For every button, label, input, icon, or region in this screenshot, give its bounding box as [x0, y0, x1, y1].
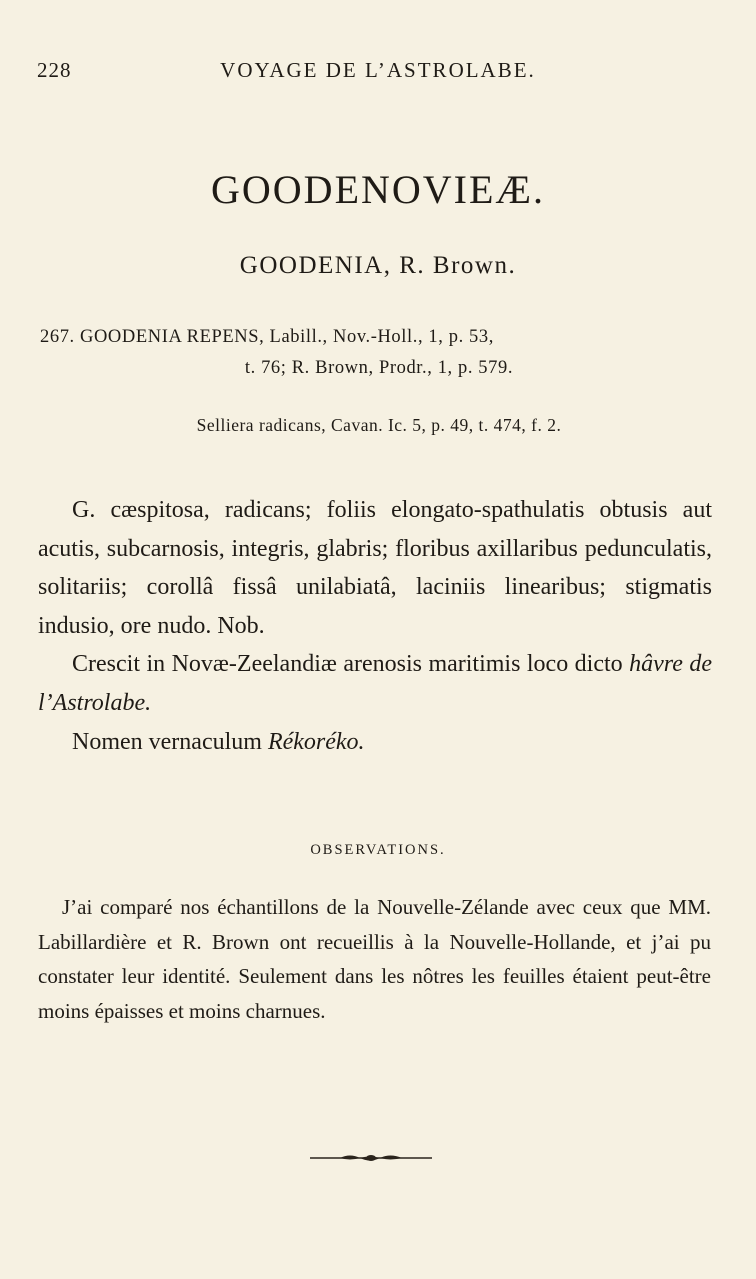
habitat-place: hâvre de l’Astrolabe.: [38, 651, 713, 716]
running-head: [37, 58, 719, 88]
observations-section: [38, 890, 711, 1028]
observations-paragraph: J’ai comparé nos échantillons de la Nouvelle-Zélande avec ceux que MM. Labillardière et R. Brown ont recueillis à la Nouvelle-Hollande, et j’ai pu constater leur identité. Seulement dans les nôtres les feuilles étaient peut-être moins épaisses et moins charnues.: [38, 895, 711, 1023]
vernacular-paragraph: [38, 723, 712, 762]
diagnosis-paragraph: G. cæspitosa, radicans; foliis elongato-spathulatis obtusis aut acutis, subcarnosis, integris, glabris; floribus axillaribus pedunculatis, solitariis; corollâ fissâ unilabiatâ, laciniis linearibus; stigmatis indusio, ore nudo. Nob.: [38, 497, 712, 639]
habitat-paragraph: [38, 645, 712, 722]
running-title: VOYAGE DE L’ASTROLABE.: [220, 58, 536, 82]
vernacular-label: Nomen vernaculum: [72, 728, 262, 755]
synonym-citation: Selliera radicans, Cavan. Ic. 5, p. 49, t. 474, f. 2.: [196, 415, 562, 435]
species-description: [38, 491, 712, 761]
page-number: 228: [37, 58, 72, 82]
habitat-text: Crescit in Novæ-Zeelandiæ arenosis maritimis loco dicto: [72, 651, 623, 678]
observations-heading: OBSERVATIONS.: [310, 842, 446, 858]
tailpiece-ornament-icon: [310, 1151, 432, 1165]
family-title: GOODENOVIEÆ.: [211, 167, 545, 212]
vernacular-name: Rékoréko.: [267, 728, 365, 755]
species-entry: [40, 322, 718, 384]
species-citation-line1: 267. GOODENIA REPENS, Labill., Nov.-Holl., 1, p. 53,: [40, 327, 494, 347]
genus-title: GOODENIA, R. Brown.: [239, 252, 517, 279]
species-citation-line2: t. 76; R. Brown, Prodr., 1, p. 579.: [244, 358, 514, 378]
